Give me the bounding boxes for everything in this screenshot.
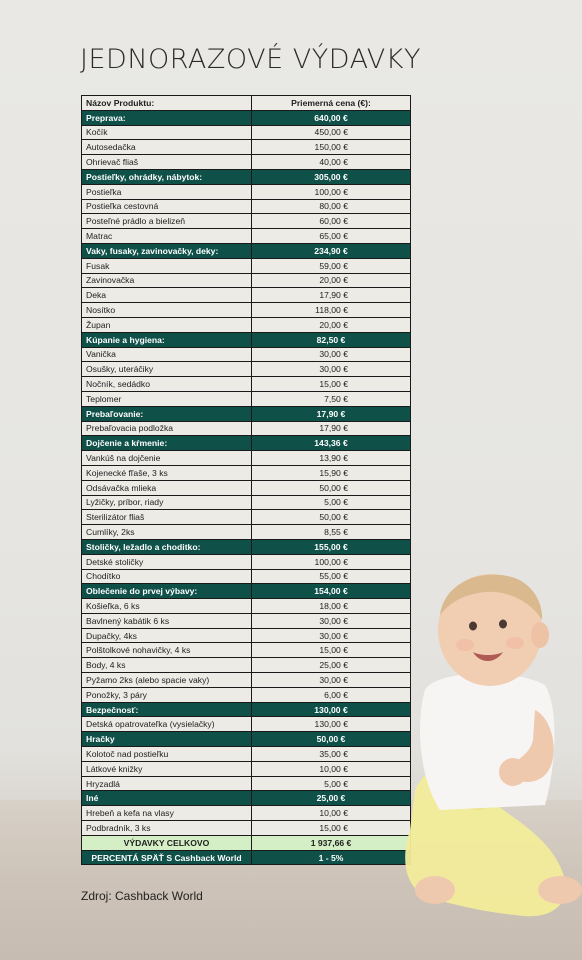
item-price: 17,90 € — [252, 421, 411, 436]
item-price: 65,00 € — [252, 229, 411, 244]
table-row — [82, 806, 411, 821]
item-name: Body, 4 ks — [82, 658, 252, 673]
expenses-table-container — [81, 95, 410, 865]
item-name: Postieľka — [82, 184, 252, 199]
item-name: Nočník, sedádko — [82, 377, 252, 392]
table-row — [82, 613, 411, 628]
page-title: JEDNORAZOVÉ VÝDAVKY — [80, 44, 421, 75]
item-name: Odsávačka mlieka — [82, 480, 252, 495]
item-name: Teplomer — [82, 391, 252, 406]
item-name: Hrebeň a kefa na vlasy — [82, 806, 252, 821]
item-name: Matrac — [82, 229, 252, 244]
table-row — [82, 510, 411, 525]
item-name: Kolotoč nad postieľku — [82, 747, 252, 762]
table-row — [82, 643, 411, 658]
item-price: 18,00 € — [252, 599, 411, 614]
item-name: Chodítko — [82, 569, 252, 584]
category-row — [82, 436, 411, 451]
item-price: 60,00 € — [252, 214, 411, 229]
category-row — [82, 169, 411, 184]
item-price: 17,90 € — [252, 288, 411, 303]
table-row — [82, 258, 411, 273]
item-price: 130,00 € — [252, 717, 411, 732]
item-name: Košieľka, 6 ks — [82, 599, 252, 614]
category-total: 234,90 € — [252, 243, 411, 258]
item-name: Osušky, uteráčiky — [82, 362, 252, 377]
category-row — [82, 584, 411, 599]
category-name: Dojčenie a kŕmenie: — [82, 436, 252, 451]
item-name: Posteľné prádlo a bielizeň — [82, 214, 252, 229]
item-name: Zavinovačka — [82, 273, 252, 288]
item-name: Hryzadlá — [82, 776, 252, 791]
item-price: 15,90 € — [252, 465, 411, 480]
table-row — [82, 303, 411, 318]
expenses-table — [81, 95, 411, 865]
item-price: 40,00 € — [252, 155, 411, 170]
item-name: Prebaľovacia podložka — [82, 421, 252, 436]
item-name: Postieľka cestovná — [82, 199, 252, 214]
item-price: 35,00 € — [252, 747, 411, 762]
item-name: Bavlnený kabátik 6 ks — [82, 613, 252, 628]
item-price: 15,00 € — [252, 821, 411, 836]
total-label: VÝDAVKY CELKOVO — [82, 835, 252, 850]
category-total: 17,90 € — [252, 406, 411, 421]
table-row — [82, 628, 411, 643]
item-name: Sterilizátor fliaš — [82, 510, 252, 525]
category-total: 155,00 € — [252, 539, 411, 554]
table-row — [82, 391, 411, 406]
table-row — [82, 288, 411, 303]
category-name: Stoličky, ležadlo a choditko: — [82, 539, 252, 554]
item-price: 8,55 € — [252, 525, 411, 540]
category-row — [82, 332, 411, 347]
category-row — [82, 243, 411, 258]
category-total: 50,00 € — [252, 732, 411, 747]
item-price: 20,00 € — [252, 317, 411, 332]
table-row — [82, 480, 411, 495]
category-name: Prebaľovanie: — [82, 406, 252, 421]
table-row — [82, 421, 411, 436]
baby-photo — [395, 560, 582, 960]
category-total: 82,50 € — [252, 332, 411, 347]
item-name: Vanička — [82, 347, 252, 362]
item-price: 450,00 € — [252, 125, 411, 140]
category-row — [82, 539, 411, 554]
table-row — [82, 569, 411, 584]
expenses-table-body — [82, 96, 411, 865]
category-name: Hračky — [82, 732, 252, 747]
table-row — [82, 687, 411, 702]
item-name: Detská opatrovateľka (vysielačky) — [82, 717, 252, 732]
item-name: Cumlíky, 2ks — [82, 525, 252, 540]
table-row — [82, 495, 411, 510]
table-row — [82, 717, 411, 732]
item-name: Kočík — [82, 125, 252, 140]
category-name: Oblečenie do prvej výbavy: — [82, 584, 252, 599]
category-name: Postieľky, ohrádky, nábytok: — [82, 169, 252, 184]
table-row — [82, 362, 411, 377]
table-row — [82, 599, 411, 614]
item-name: Pyžamo 2ks (alebo spacie vaky) — [82, 673, 252, 688]
item-name: Dupačky, 4ks — [82, 628, 252, 643]
category-row — [82, 406, 411, 421]
table-row — [82, 317, 411, 332]
item-price: 7,50 € — [252, 391, 411, 406]
table-row — [82, 377, 411, 392]
cashback-label: PERCENTÁ SPÄŤ S Cashback World — [82, 850, 252, 865]
item-price: 15,00 € — [252, 377, 411, 392]
table-row — [82, 214, 411, 229]
table-row — [82, 525, 411, 540]
header-product-name: Názov Produktu: — [82, 96, 252, 111]
item-name: Látkové knižky — [82, 761, 252, 776]
item-name: Autosedačka — [82, 140, 252, 155]
table-row — [82, 184, 411, 199]
category-name: Bezpečnosť: — [82, 702, 252, 717]
category-row — [82, 791, 411, 806]
item-price: 5,00 € — [252, 776, 411, 791]
item-price: 100,00 € — [252, 554, 411, 569]
category-row — [82, 732, 411, 747]
item-name: Fusak — [82, 258, 252, 273]
item-price: 150,00 € — [252, 140, 411, 155]
item-price: 30,00 € — [252, 673, 411, 688]
category-name: Kúpanie a hygiena: — [82, 332, 252, 347]
table-row — [82, 821, 411, 836]
item-price: 118,00 € — [252, 303, 411, 318]
item-name: Ponožky, 3 páry — [82, 687, 252, 702]
category-total: 305,00 € — [252, 169, 411, 184]
table-row — [82, 451, 411, 466]
table-row — [82, 776, 411, 791]
item-name: Polštolkové nohavičky, 4 ks — [82, 643, 252, 658]
table-row — [82, 761, 411, 776]
table-row — [82, 658, 411, 673]
header-average-price: Priemerná cena (€): — [252, 96, 411, 111]
total-row — [82, 835, 411, 850]
item-price: 13,90 € — [252, 451, 411, 466]
item-price: 30,00 € — [252, 613, 411, 628]
item-name: Podbradník, 3 ks — [82, 821, 252, 836]
item-name: Deka — [82, 288, 252, 303]
item-name: Kojenecké fľaše, 3 ks — [82, 465, 252, 480]
table-row — [82, 125, 411, 140]
item-price: 59,00 € — [252, 258, 411, 273]
category-row — [82, 110, 411, 125]
category-name: Vaky, fusaky, zavinovačky, deky: — [82, 243, 252, 258]
item-name: Ohrievač fliaš — [82, 155, 252, 170]
item-price: 50,00 € — [252, 510, 411, 525]
table-row — [82, 140, 411, 155]
total-value: 1 937,66 € — [252, 835, 411, 850]
table-row — [82, 673, 411, 688]
item-price: 55,00 € — [252, 569, 411, 584]
cashback-value: 1 - 5% — [252, 850, 411, 865]
item-price: 6,00 € — [252, 687, 411, 702]
item-price: 30,00 € — [252, 628, 411, 643]
item-price: 30,00 € — [252, 347, 411, 362]
category-name: Preprava: — [82, 110, 252, 125]
table-row — [82, 747, 411, 762]
item-price: 80,00 € — [252, 199, 411, 214]
table-header-row — [82, 96, 411, 111]
item-name: Vankúš na dojčenie — [82, 451, 252, 466]
item-price: 10,00 € — [252, 806, 411, 821]
table-row — [82, 273, 411, 288]
item-price: 10,00 € — [252, 761, 411, 776]
table-row — [82, 199, 411, 214]
source-note: Zdroj: Cashback World — [81, 889, 203, 903]
item-price: 100,00 € — [252, 184, 411, 199]
cashback-row — [82, 850, 411, 865]
category-row — [82, 702, 411, 717]
category-total: 25,00 € — [252, 791, 411, 806]
category-name: Iné — [82, 791, 252, 806]
item-price: 15,00 € — [252, 643, 411, 658]
item-price: 30,00 € — [252, 362, 411, 377]
category-total: 130,00 € — [252, 702, 411, 717]
category-total: 154,00 € — [252, 584, 411, 599]
table-row — [82, 155, 411, 170]
table-row — [82, 347, 411, 362]
item-name: Nosítko — [82, 303, 252, 318]
item-name: Detské stoličky — [82, 554, 252, 569]
item-name: Lyžičky, príbor, riady — [82, 495, 252, 510]
category-total: 143,36 € — [252, 436, 411, 451]
item-price: 5,00 € — [252, 495, 411, 510]
table-row — [82, 554, 411, 569]
item-name: Župan — [82, 317, 252, 332]
item-price: 20,00 € — [252, 273, 411, 288]
category-total: 640,00 € — [252, 110, 411, 125]
table-row — [82, 229, 411, 244]
item-price: 50,00 € — [252, 480, 411, 495]
item-price: 25,00 € — [252, 658, 411, 673]
table-row — [82, 465, 411, 480]
